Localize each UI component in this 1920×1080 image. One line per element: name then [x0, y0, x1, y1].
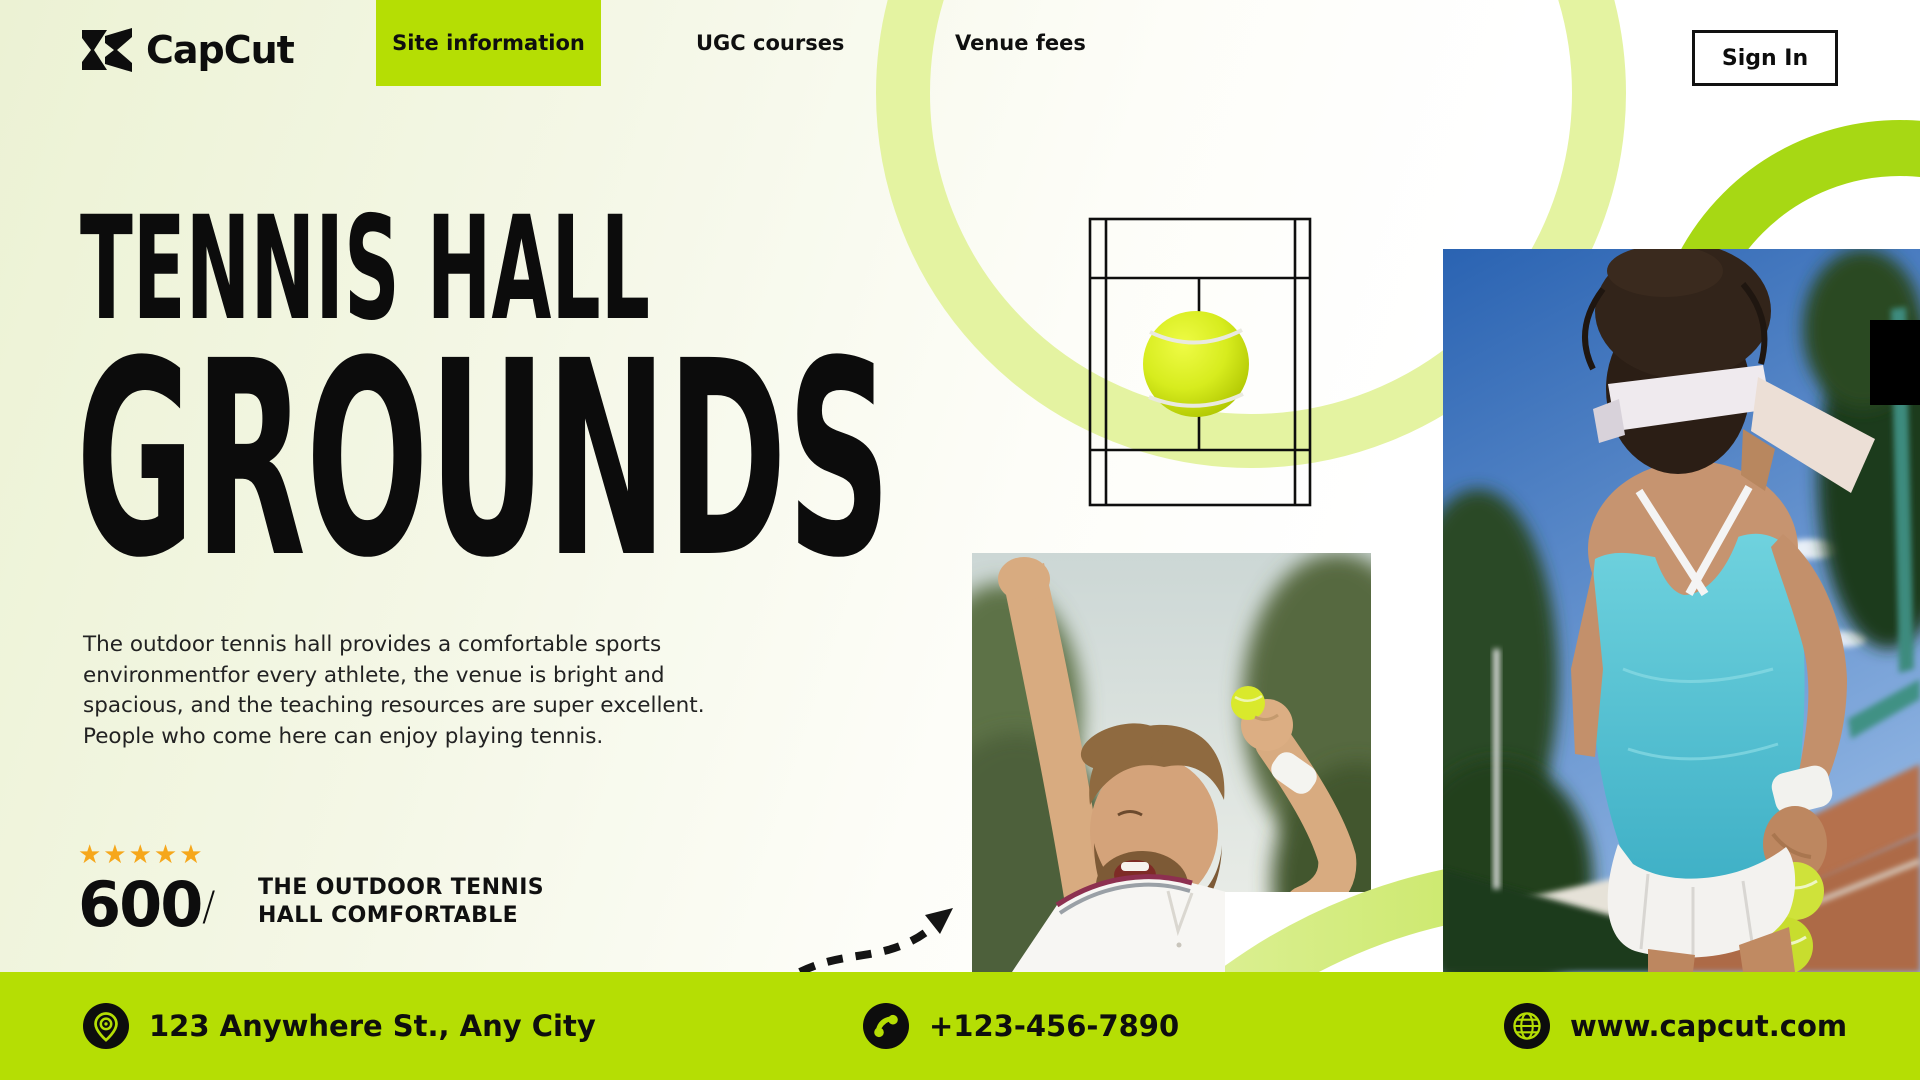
capcut-logo[interactable]	[80, 26, 294, 74]
nav-item-venue-fees[interactable]: Venue fees	[955, 31, 1086, 55]
globe-icon	[1504, 1003, 1550, 1049]
phone-handset-icon	[863, 1003, 909, 1049]
rating-divider: /	[202, 884, 216, 930]
nav-item-site-information[interactable]: Site information	[376, 0, 601, 86]
capcut-scissors-icon	[80, 26, 134, 74]
nav-item-ugc-courses[interactable]: UGC courses	[696, 31, 845, 55]
black-accent-rect	[1870, 320, 1920, 405]
paragraph-line: People who come here can enjoy playing tennis.	[83, 723, 604, 749]
paragraph-line: spacious, and the teaching resources are super excellent.	[83, 693, 705, 718]
footer-phone[interactable]: +123-456-7890	[863, 972, 1179, 1080]
paragraph-line: environmentfor every athlete, the venue is bright and	[83, 662, 665, 688]
hero-paragraph	[83, 630, 705, 752]
brand-name: CapCut	[146, 28, 294, 72]
woman-player-photo	[1443, 249, 1920, 972]
hero-title-line2: GROUNDS	[76, 304, 891, 600]
paragraph-line: The outdoor tennis hall provides a comfortable sports	[83, 632, 662, 657]
location-pin-icon	[83, 1003, 129, 1049]
rating-count: 600	[78, 868, 202, 941]
footer-address[interactable]: 123 Anywhere St., Any City	[83, 972, 596, 1080]
hero-title-line1: TENNIS HALL	[80, 185, 650, 352]
sign-in-button[interactable]: Sign In	[1692, 30, 1838, 86]
decor-arc-bottom	[1225, 858, 1443, 972]
rating-label: THE OUTDOOR TENNIS HALL COMFORTABLE	[258, 875, 545, 928]
footer-bar	[0, 972, 1920, 1080]
star-rating: ★★★★★	[78, 840, 205, 870]
footer-website[interactable]: www.capcut.com	[1504, 972, 1847, 1080]
